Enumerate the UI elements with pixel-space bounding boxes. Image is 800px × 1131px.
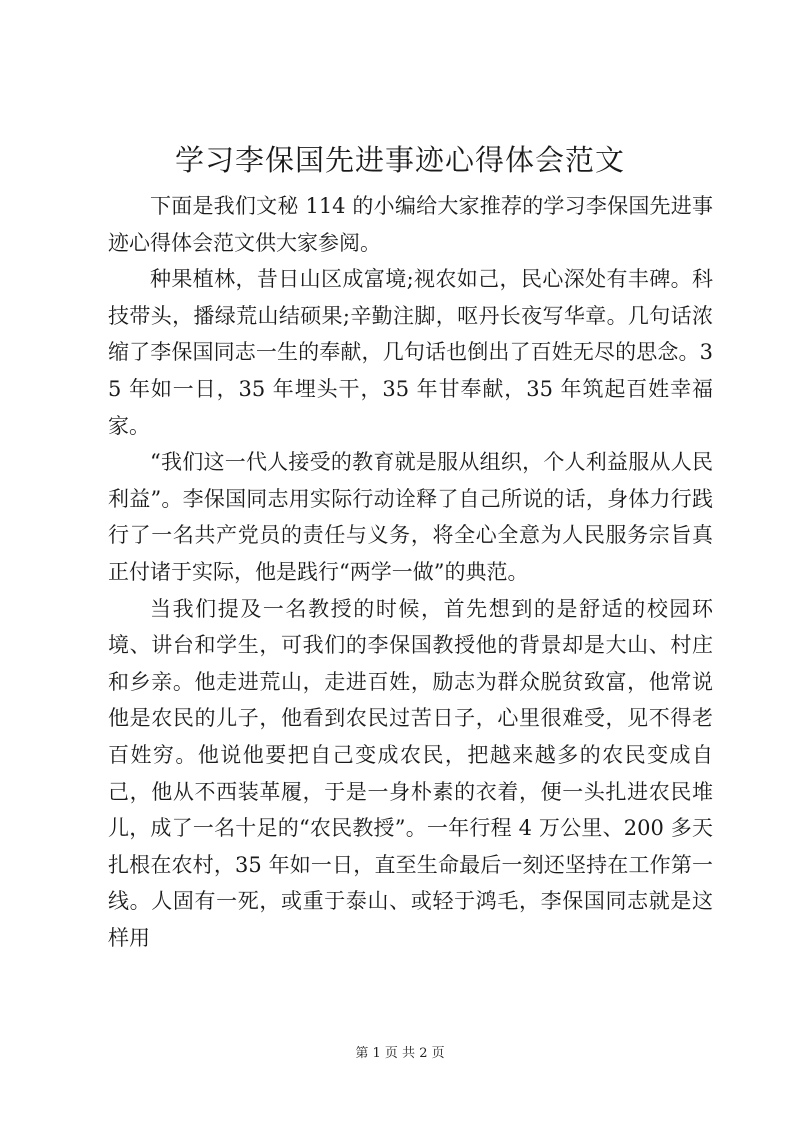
document-body (108, 188, 713, 956)
document-title: 学习李保国先进事迹心得体会范文 (174, 143, 625, 177)
paragraph-professor: 当我们提及一名教授的时候，首先想到的是舒适的校园环境、讲台和学生，可我们的李保国教授他的背景却是大山、村庄和乡亲。他走进荒山，走进百姓，励志为群众脱贫致富，他常说他是农民的儿子，他看到农民过苦日子，心里很难受，见不得老百姓穷。他说他要把自己变成农民，把越来越多的农民变成自己，他从不西装革履，于是一身朴素的衣着，便一头扎进农民堆儿，成了一名十足的“农民教授”。一年行程 4 万公里、200 多天扎根在农村，35 年如一日，直至生命最后一刻还坚持在工作第一线。人固有一死，或重于泰山、或轻于鸿毛，李保国同志就是这样用 (108, 596, 713, 950)
paragraph-quote: “我们这一代人接受的教育就是服从组织，个人利益服从人民利益”。李保国同志用实际行动诠释了自己所说的话，身体力行践行了一名共产党员的责任与义务，将全心全意为人民服务宗旨真正付诸于实际，他是践行“两学一做”的典范。 (108, 450, 713, 584)
paragraph-couplet: 种果植林，昔日山区成富境;视农如己，民心深处有丰碑。科技带头，播绿荒山结硕果;辛勤注脚，呕丹长夜写华章。几句话浓缩了李保国同志一生的奉献，几句话也倒出了百姓无尽的思念。35 年如一日，35 年埋头干，35 年甘奉献，35 年筑起百姓幸福家。 (108, 267, 713, 438)
paragraph-intro: 下面是我们文秘 114 的小编给大家推荐的学习李保国先进事迹心得体会范文供大家参阅。 (108, 194, 713, 255)
page-footer: 第 1 页 共 2 页 (355, 1046, 445, 1061)
